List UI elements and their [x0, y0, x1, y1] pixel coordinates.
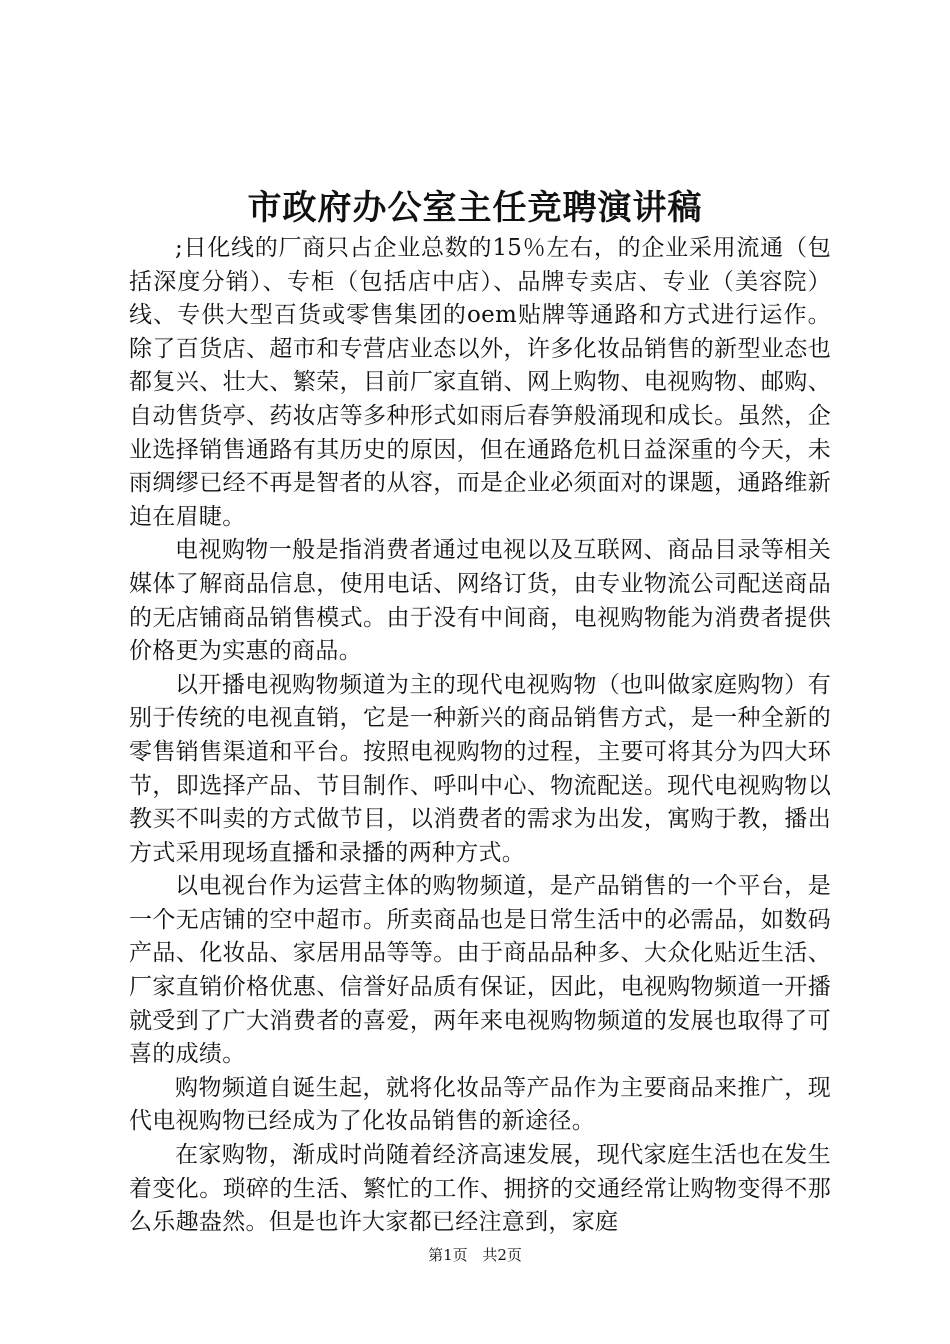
page-number: 第1页 [428, 1246, 468, 1264]
paragraph: 以电视台作为运营主体的购物频道，是产品销售的一个平台，是一个无店铺的空中超市。所卖商品也是日常生活中的必需品，如数码产品、化妆品、家居用品等等。由于商品品种多、大众化贴近生活、厂家直销价格优惠、信誉好品质有保证，因此，电视购物频道一开播就受到了广大消费者的喜爱，两年来电视购物频道的发展也取得了可喜的成绩。 [129, 873, 831, 1068]
paragraph: 电视购物一般是指消费者通过电视以及互联网、商品目录等相关媒体了解商品信息，使用电话、网络订货，由专业物流公司配送商品的无店铺商品销售模式。由于没有中间商，电视购物能为消费者提供价格更为实惠的商品。 [129, 537, 831, 665]
paragraph: 以开播电视购物频道为主的现代电视购物（也叫做家庭购物）有别于传统的电视直销，它是一种新兴的商品销售方式，是一种全新的零售销售渠道和平台。按照电视购物的过程，主要可将其分为四大环节，即选择产品、节目制作、呼叫中心、物流配送。现代电视购物以教买不叫卖的方式做节目，以消费者的需求为出发，寓购于教，播出方式采用现场直播和录播的两种方式。 [129, 671, 831, 866]
page-footer [0, 1245, 950, 1265]
paragraph: ;日化线的厂商只占企业总数的15％左右，的企业采用流通（包括深度分销）、专柜（包括店中店）、品牌专卖店、专业（美容院）线、专供大型百货或零售集团的oem贴牌等通路和方式进行运作。除了百货店、超市和专营店业态以外，许多化妆品销售的新型业态也都复兴、壮大、繁荣，目前厂家直销、网上购物、电视购物、邮购、自动售货亭、药妆店等多种形式如雨后春笋般涌现和成长。虽然，企业选择销售通路有其历史的原因，但在通路危机日益深重的今天，未雨绸缪已经不再是智者的从容，而是企业必须面对的课题，通路维新迫在眉睫。 [129, 235, 831, 530]
document-body [129, 232, 831, 1240]
paragraph: 购物频道自诞生起，就将化妆品等产品作为主要商品来推广，现代电视购物已经成为了化妆品销售的新途径。 [129, 1074, 831, 1135]
page-total: 共2页 [482, 1246, 522, 1264]
paragraph: 在家购物，渐成时尚随着经济高速发展，现代家庭生活也在发生着变化。琐碎的生活、繁忙的工作、拥挤的交通经常让购物变得不那么乐趣盎然。但是也许大家都已经注意到，家庭 [129, 1142, 831, 1236]
document-title: 市政府办公室主任竞聘演讲稿 [247, 188, 703, 228]
